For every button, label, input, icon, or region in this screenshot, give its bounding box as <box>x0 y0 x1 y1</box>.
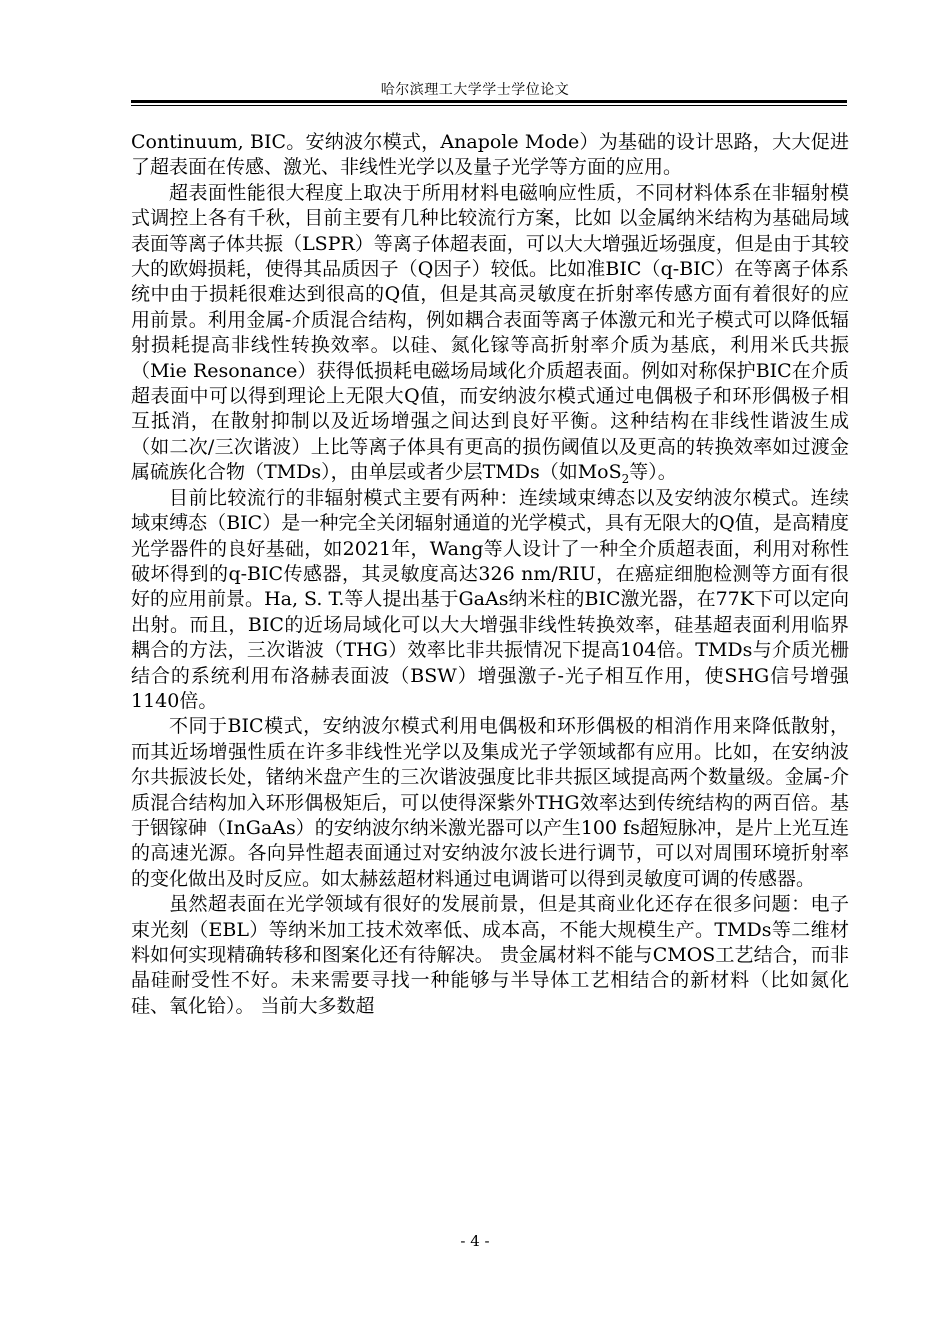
paragraph-continuation: Continuum, BIC。安纳波尔模式，Anapole Mode）为基础的设计思路，大大促进了超表面在传感、激光、非线性光学以及量子光学等方面的应用。 <box>131 131 849 179</box>
paragraph-materials <box>131 181 849 486</box>
paragraph-bic: 目前比较流行的非辐射模式主要有两种：连续域束缚态以及安纳波尔模式。连续域束缚态（BIC）是一种完全关闭辐射通道的光学模式，具有无限大的Q值，是高精度光学器件的良好基础，如2021年，Wang等人设计了一种全介质超表面，利用对称性破坏得到的q-BIC传感器，其灵敏度高达326 nm/RIU，在癌症细胞检测等方面有很好的应用前景。Ha, S. T.等人提出基于GaAs纳米柱的BIC激光器，在77K下可以定向出射。而且，BIC的近场局域化可以大大增强非线性转换效率，硅基超表面利用临界耦合的方法，三次谐波（THG）效率比非共振情况下提高104倍。TMDs与介质光栅结合的系统利用布洛赫表面波（BSW）增强激子-光子相互作用，使SHG信号增强1140倍。 <box>131 486 849 712</box>
page-number: - 4 - <box>460 1232 490 1250</box>
paragraph-challenges: 虽然超表面在光学领域有很好的发展前景，但是其商业化还存在很多问题：电子束光刻（EBL）等纳米加工技术效率低、成本高，不能大规模生产。TMDs等二维材料如何实现精确转移和图案化还有待解决。 贵金属材料不能与CMOS工艺结合，而非晶硅耐受性不好。未来需要寻找一种能够与半导体工艺相结合的新材料（比如氮化硅、氧化铪）。 当前大多数超 <box>131 893 849 1017</box>
paragraph-anapole: 不同于BIC模式，安纳波尔模式利用电偶极和环形偶极的相消作用来降低散射，而其近场增强性质在许多非线性光学以及集成光子学领域都有应用。比如，在安纳波尔共振波长处，锗纳米盘产生的三次谐波强度比非共振区域提高两个数量级。金属-介质混合结构加入环形偶极矩后，可以使得深紫外THG效率达到传统结构的两百倍。基于铟镓砷（InGaAs）的安纳波尔纳米激光器可以产生100 fs超短脉冲，是片上光互连的高速光源。各向异性超表面通过对安纳波尔波长进行调节，可以对周围环境折射率的变化做出及时反应。如太赫兹超材料通过电调谐可以得到灵敏度可调的传感器。 <box>131 715 849 890</box>
subscript-2: 2 <box>621 472 630 487</box>
header-rule-thick <box>131 100 847 103</box>
paragraph-materials-text: 超表面性能很大程度上取决于所用材料电磁响应性质，不同材料体系在非辐射模式调控上各有千秋，目前主要有几种比较流行方案，比如 以金属纳米结构为基础局域表面等离子体共振（LSPR）等离子体超表面，可以大大增强近场强度，但是由于其较大的欧姆损耗，使得其品质因子（Q因子）较低。比如准BIC（q-BIC）在等离子体系统中由于损耗很难达到很高的Q值，但是其高灵敏度在折射率传感方面有着很好的应用前景。利用金属-介质混合结构，例如耦合表面等离子体激元和光子模式可以降低辐射损耗提高非线性转换效率。以硅、氮化镓等高折射率介质为基底，利用米氏共振（Mie Resonance）获得低损耗电磁场局域化介质超表面。例如对称保护BIC在介质超表面中可以得到理论上无限大Q值，而安纳波尔模式通过电偶极子和环形偶极子相互抵消，在散射抑制以及近场增强之间达到良好平衡。这种结构在非线性谐波生成（如二次/三次谐波）上比等离子体具有更高的损伤阈值以及更高的转换效率如过渡金属硫族化合物（TMDs），由单层或者少层TMDs（如MoS <box>131 181 849 484</box>
paragraph-materials-tail: 等）。 <box>629 461 677 484</box>
header-rule-thin <box>131 105 847 106</box>
body-text <box>131 130 849 1019</box>
running-header: 哈尔滨理工大学学士学位论文 <box>380 82 570 98</box>
